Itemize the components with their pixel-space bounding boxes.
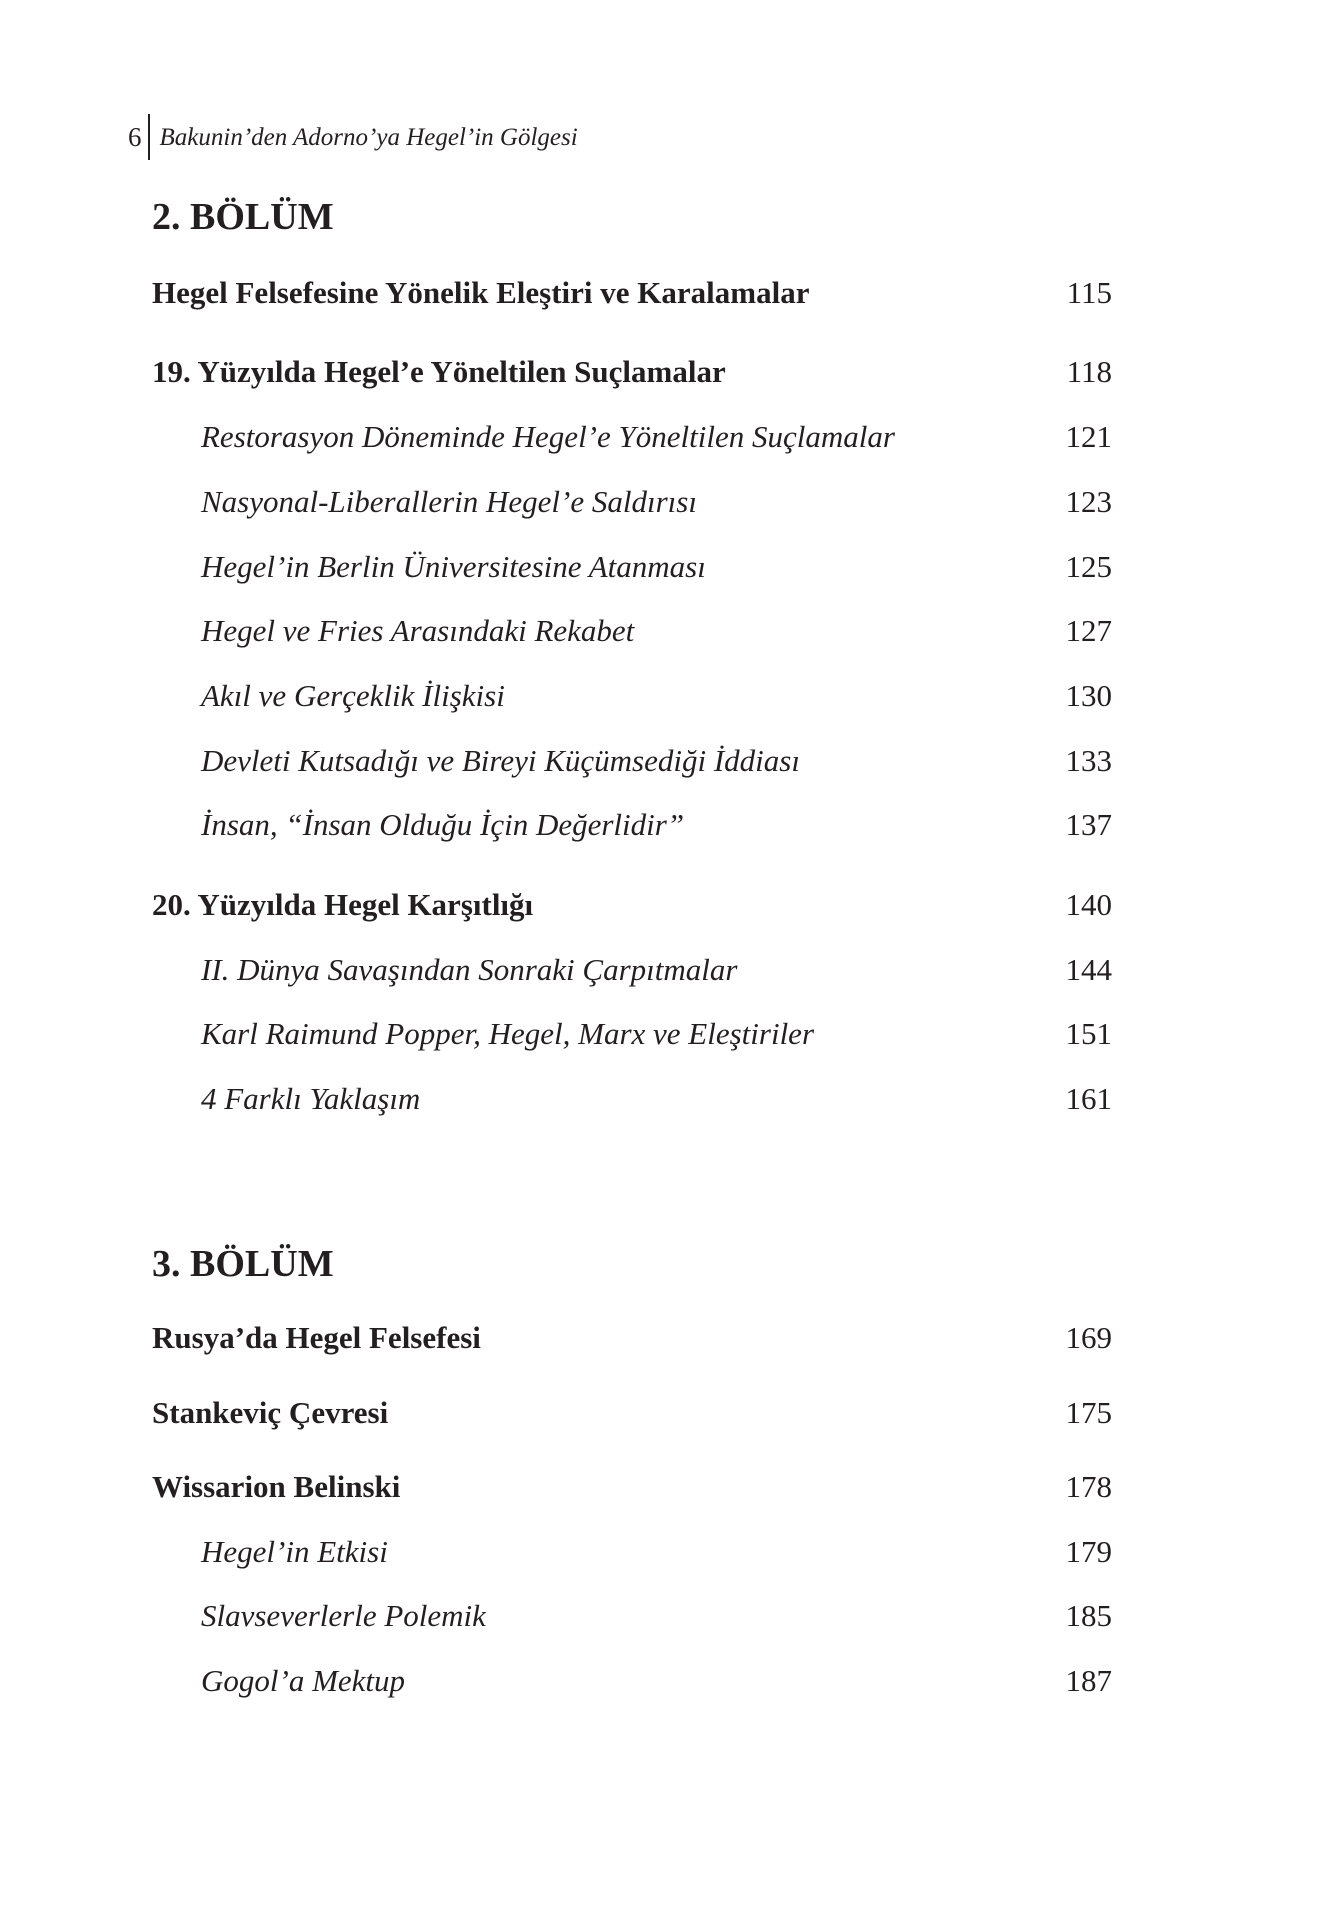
toc-entry-title: Hegel’in Etkisi (201, 1533, 388, 1569)
toc-subentry (152, 1595, 1112, 1635)
toc-entry-title: Devleti Kutsadığı ve Bireyi Küçümsediği İddiası (201, 742, 800, 778)
toc-entry-title: 20. Yüzyılda Hegel Karşıtlığı (152, 886, 534, 922)
toc-entry-page: 121 (1065, 418, 1112, 454)
toc-entry-title: II. Dünya Savaşından Sonraki Çarpıtmalar (201, 951, 738, 987)
toc-subentry (152, 416, 1112, 456)
toc-entry-title: Wissarion Belinski (152, 1468, 401, 1504)
toc-entry (152, 1317, 1112, 1357)
toc-entry-page: 185 (1065, 1597, 1112, 1633)
toc-entry-title: Restorasyon Döneminde Hegel’e Yöneltilen Suçlamalar (201, 418, 895, 454)
toc-entry-title: Rusya’da Hegel Felsefesi (152, 1319, 481, 1355)
toc-subentry (152, 740, 1112, 780)
toc-entry-page: 178 (1065, 1468, 1112, 1504)
toc-entry-page: 123 (1065, 483, 1112, 519)
toc-entry-title: Hegel’in Berlin Üniversitesine Atanması (201, 548, 706, 584)
toc-subentry (152, 1531, 1112, 1571)
toc-entry-page: 151 (1065, 1015, 1112, 1051)
toc-entry (152, 272, 1112, 312)
toc-subentry (152, 804, 1112, 844)
section-3 (152, 1243, 1112, 1698)
toc-entry-title: Stankeviç Çevresi (152, 1394, 389, 1430)
toc-entry-title: 4 Farklı Yaklaşım (201, 1080, 421, 1116)
toc-entry-page: 169 (1065, 1319, 1112, 1355)
running-head-divider (148, 114, 150, 160)
toc-entry-title: İnsan, “İnsan Olduğu İçin Değerlidir” (201, 806, 685, 842)
toc-entry (152, 351, 1112, 391)
toc-entry-title: Slavseverlerle Polemik (201, 1597, 486, 1633)
toc-entry-page: 179 (1065, 1533, 1112, 1569)
toc-subentry (152, 675, 1112, 715)
toc-entry-title: Karl Raimund Popper, Hegel, Marx ve Eleştiriler (201, 1015, 815, 1051)
toc-subentry (152, 949, 1112, 989)
toc-entry-page: 118 (1066, 353, 1112, 389)
section-heading: 3. BÖLÜM (152, 1243, 334, 1285)
toc-entry-page: 187 (1065, 1662, 1112, 1698)
toc-entry-page: 130 (1065, 677, 1112, 713)
toc-entry-title: 19. Yüzyılda Hegel’e Yöneltilen Suçlamalar (152, 353, 726, 389)
section-2 (152, 196, 1112, 1116)
toc-subentry (152, 1660, 1112, 1700)
toc-entry (152, 1466, 1112, 1506)
toc-entry-page: 127 (1065, 612, 1112, 648)
toc-entry-page: 175 (1065, 1394, 1112, 1430)
toc-entry (152, 884, 1112, 924)
toc-entry (152, 1392, 1112, 1432)
toc-subentry (152, 546, 1112, 586)
toc-entry-title: Akıl ve Gerçeklik İlişkisi (201, 677, 505, 713)
toc-entry-title: Hegel ve Fries Arasındaki Rekabet (201, 612, 635, 648)
toc-entry-page: 133 (1065, 742, 1112, 778)
toc-entry-page: 140 (1065, 886, 1112, 922)
section-heading: 2. BÖLÜM (152, 196, 334, 238)
toc-entry-page: 144 (1065, 951, 1112, 987)
toc-entry-title: Nasyonal-Liberallerin Hegel’e Saldırısı (201, 483, 697, 519)
running-head (128, 114, 578, 160)
toc-subentry (152, 610, 1112, 650)
toc-entry-page: 115 (1066, 274, 1112, 310)
toc-entry-title: Hegel Felsefesine Yönelik Eleştiri ve Karalamalar (152, 274, 810, 310)
toc-subentry (152, 1013, 1112, 1053)
toc-entry-title: Gogol’a Mektup (201, 1662, 406, 1698)
toc-entry-page: 137 (1065, 806, 1112, 842)
running-head-title: Bakunin’den Adorno’ya Hegel’in Gölgesi (159, 123, 578, 151)
page-number: 6 (128, 121, 142, 152)
toc-entry-page: 161 (1065, 1080, 1112, 1116)
toc-subentry (152, 481, 1112, 521)
toc-subentry (152, 1078, 1112, 1118)
toc-entry-page: 125 (1065, 548, 1112, 584)
